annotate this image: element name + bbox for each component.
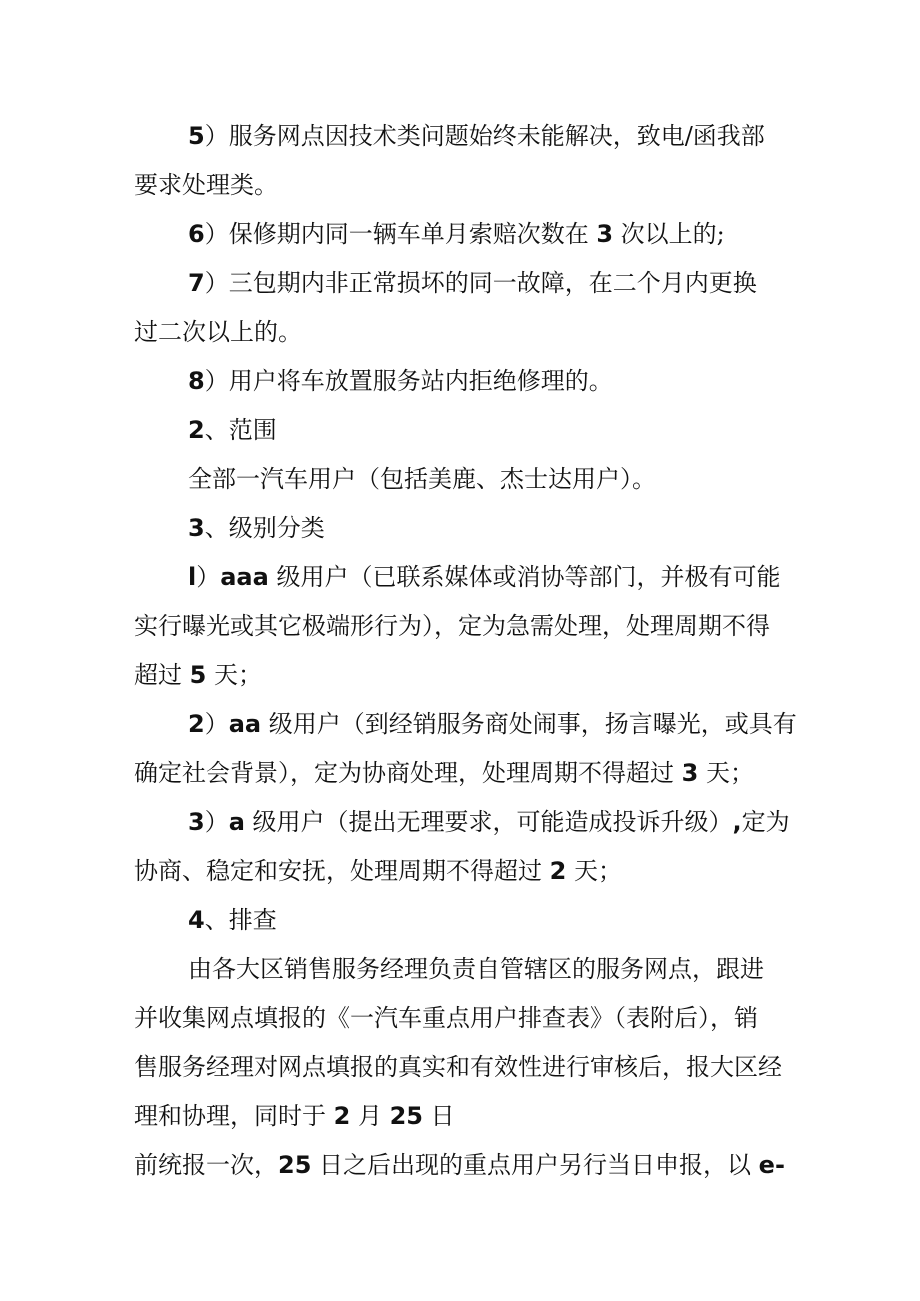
text-line (134, 1043, 794, 1092)
text-line (134, 847, 794, 896)
text-run: 理和协理，同时于 (134, 1102, 334, 1130)
text-run: ）服务网点因技术类问题始终未能解决，致电/函我部 (204, 122, 765, 150)
text-run: 天； (206, 661, 262, 689)
paragraph-report (134, 1141, 794, 1190)
text-run: ） (204, 710, 229, 738)
text-run: ） (204, 808, 229, 836)
text-line (134, 259, 794, 308)
paragraph-item-5 (134, 112, 794, 210)
text-run: ）用户将车放置服务站内拒绝修理的。 (204, 367, 613, 395)
level-code: a (228, 808, 245, 836)
item-number: 8 (188, 367, 205, 395)
text-line (134, 602, 794, 651)
text-run: 全部一汽车用户（包括美鹿、杰士达用户）。 (188, 465, 656, 493)
section-heading-scope (134, 406, 794, 455)
text-line (134, 504, 794, 553)
text-run: 前统报一次， (134, 1151, 278, 1179)
text-run: 级用户（已联系媒体或消协等部门，并极有可能 (268, 563, 781, 591)
section-number: 3 (188, 514, 205, 542)
text-line (134, 112, 794, 161)
text-run: 由各大区销售服务经理负责自管辖区的服务网点，跟进 (188, 955, 764, 983)
text-line (134, 406, 794, 455)
bold-number: 25 (278, 1151, 312, 1179)
item-number: 7 (188, 269, 205, 297)
paragraph-item-7 (134, 259, 794, 357)
bold-number: 3 (596, 220, 614, 248)
text-run: ）保修期内同一辆车单月索赔次数在 (204, 220, 597, 248)
text-run: 实行曝光或其它极端形行为），定为急需处理，处理周期不得 (134, 612, 770, 640)
bold-number: 25 (389, 1102, 424, 1130)
text-run: 、排查 (204, 906, 277, 934)
level-code: aa (228, 710, 262, 738)
bold-text: e- (758, 1151, 785, 1179)
text-line (134, 945, 794, 994)
text-line (134, 700, 797, 749)
text-line (134, 1141, 794, 1190)
text-run: 、范围 (204, 416, 277, 444)
text-run: 天； (566, 857, 622, 885)
text-run: 要求处理类。 (134, 171, 278, 199)
text-line (134, 994, 794, 1043)
text-line (134, 651, 794, 700)
text-line (134, 210, 794, 259)
bold-comma: , (732, 808, 742, 836)
item-number: 2 (188, 710, 205, 738)
text-run: ） (196, 563, 221, 591)
text-line (134, 896, 794, 945)
paragraph-item-6 (134, 210, 794, 259)
text-line (134, 308, 794, 357)
text-run: 日 (423, 1102, 455, 1130)
item-number: 6 (188, 220, 205, 248)
text-run: 级用户（提出无理要求，可能造成投诉升级） (244, 808, 733, 836)
text-run: 超过 (134, 661, 190, 689)
text-run: 日之后出现的重点用户另行当日申报，以 (311, 1151, 759, 1179)
text-run: 售服务经理对网点填报的真实和有效性进行审核后，报大区经 (134, 1053, 782, 1081)
item-number: 5 (188, 122, 205, 150)
text-line (134, 553, 794, 602)
paragraph-level-aa (134, 700, 797, 798)
item-number: 3 (188, 808, 205, 836)
text-run: 月 (350, 1102, 390, 1130)
paragraph-item-8 (134, 357, 794, 406)
text-line (134, 1092, 794, 1141)
text-run: 过二次以上的。 (134, 318, 302, 346)
text-line (134, 161, 794, 210)
paragraph-inspection (134, 945, 794, 1141)
text-line (134, 798, 794, 847)
bold-number: 2 (333, 1102, 351, 1130)
paragraph-level-aaa (134, 553, 794, 700)
text-line (134, 455, 794, 504)
text-run: 协商、稳定和安抚，处理周期不得超过 (134, 857, 550, 885)
text-run: 级用户（到经销服务商处闹事，扬言曝光，或具有 (261, 710, 797, 738)
bold-number: 5 (189, 661, 207, 689)
bold-number: 2 (549, 857, 567, 885)
text-run: 确定社会背景），定为协商处理，处理周期不得超过 (134, 759, 682, 787)
text-run: 次以上的; (613, 220, 725, 248)
text-run: 并收集网点填报的《一汽车重点用户排查表》（表附后），销 (134, 1004, 758, 1032)
text-line (134, 749, 794, 798)
text-line (134, 357, 794, 406)
section-number: 4 (188, 906, 205, 934)
paragraph-level-a (134, 798, 794, 896)
bold-number: 3 (681, 759, 699, 787)
text-run: 、级别分类 (204, 514, 325, 542)
item-number: l (188, 563, 197, 591)
level-code: aaa (220, 563, 269, 591)
section-heading-levels (134, 504, 794, 553)
text-run: 天； (698, 759, 754, 787)
paragraph-scope (134, 455, 794, 504)
section-number: 2 (188, 416, 205, 444)
text-run: ）三包期内非正常损坏的同一故障，在二个月内更换 (204, 269, 757, 297)
section-heading-inspection (134, 896, 794, 945)
text-run: 定为 (741, 808, 790, 836)
